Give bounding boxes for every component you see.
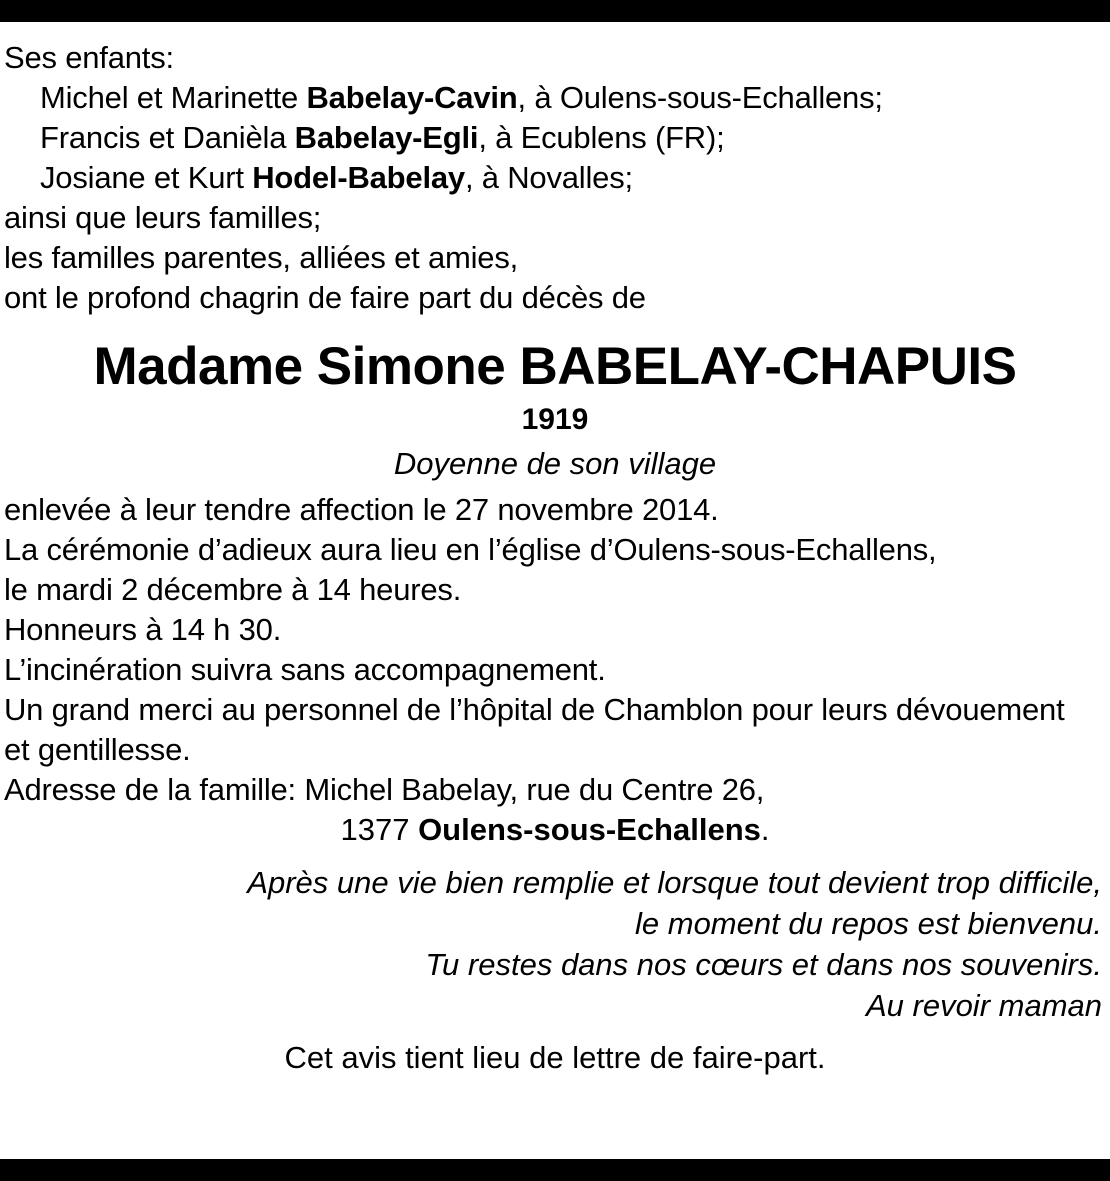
poem-line-4: Au revoir maman bbox=[865, 988, 1102, 1023]
child-suffix: , à Ecublens (FR); bbox=[478, 120, 725, 155]
notice-body bbox=[0, 22, 1110, 1080]
address-postcode: 1377 bbox=[340, 812, 419, 847]
poem-line-3: Tu restes dans nos cœurs et dans nos souvenirs. bbox=[425, 947, 1102, 982]
child-suffix: , à Novalles; bbox=[464, 160, 633, 195]
families-line-1: ainsi que leurs familles; bbox=[4, 200, 322, 235]
birth-year: 1919 bbox=[521, 403, 589, 436]
child-suffix: , à Oulens-sous-Echallens; bbox=[517, 80, 883, 115]
families-line-3: ont le profond chagrin de faire part du décès de bbox=[4, 280, 646, 315]
address-suffix: . bbox=[760, 812, 770, 847]
deceased-name: Madame Simone BABELAY-CHAPUIS bbox=[93, 337, 1017, 396]
address-line bbox=[4, 810, 1106, 850]
detail-line-6: Un grand merci au personnel de l’hôpital de Chamblon pour leurs dévouement bbox=[4, 692, 1065, 727]
intro-label: Ses enfants: bbox=[4, 40, 174, 75]
detail-line-8: Adresse de la famille: Michel Babelay, rue du Centre 26, bbox=[4, 772, 765, 807]
poem-line-1: Après une vie bien remplie et lorsque tout devient trop difficile, bbox=[247, 865, 1102, 900]
child-surname: Babelay-Egli bbox=[294, 120, 479, 155]
families-line-2: les familles parentes, alliées et amies, bbox=[4, 240, 519, 275]
child-prefix: Michel et Marinette bbox=[40, 80, 307, 115]
detail-line-7: et gentillesse. bbox=[4, 732, 191, 767]
detail-line-4: Honneurs à 14 h 30. bbox=[4, 612, 282, 647]
poem bbox=[4, 862, 1106, 1026]
child-surname: Babelay-Cavin bbox=[306, 80, 518, 115]
closing-note: Cet avis tient lieu de lettre de faire-part. bbox=[284, 1040, 826, 1075]
deceased-subtitle: Doyenne de son village bbox=[393, 446, 717, 481]
detail-line-3: le mardi 2 décembre à 14 heures. bbox=[4, 572, 462, 607]
child-entry-2 bbox=[4, 118, 1106, 158]
detail-line-5: L’incinération suivra sans accompagnement. bbox=[4, 652, 606, 687]
child-surname: Hodel-Babelay bbox=[252, 160, 465, 195]
child-entry-3 bbox=[4, 158, 1106, 198]
detail-line-2: La cérémonie d’adieux aura lieu en l’église d’Oulens-sous-Echallens, bbox=[4, 532, 937, 567]
detail-line-1: enlevée à leur tendre affection le 27 novembre 2014. bbox=[4, 492, 719, 527]
child-entry-1 bbox=[4, 78, 1106, 118]
child-prefix: Francis et Danièla bbox=[40, 120, 295, 155]
address-town: Oulens-sous-Echallens bbox=[418, 812, 761, 847]
child-prefix: Josiane et Kurt bbox=[40, 160, 253, 195]
poem-line-2: le moment du repos est bienvenu. bbox=[635, 906, 1102, 941]
